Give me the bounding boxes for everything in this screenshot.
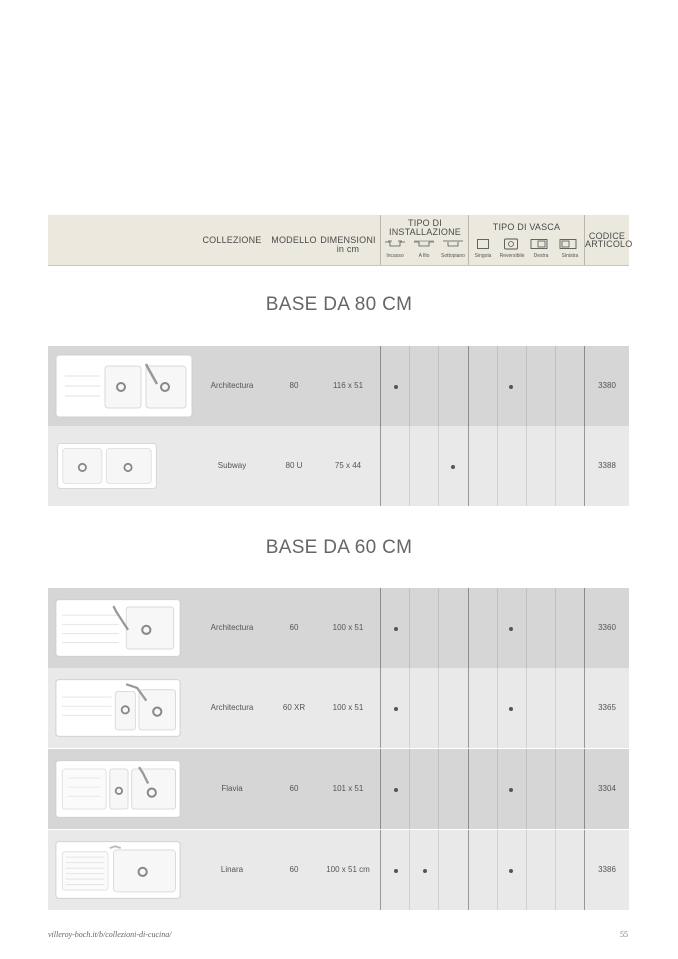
table-row <box>48 830 629 910</box>
table-header <box>48 215 633 266</box>
header-dimensioni-unit: in cm <box>336 244 360 254</box>
header-tipo-installazione: TIPO DI <box>408 218 442 228</box>
install-label: A filo <box>418 253 430 259</box>
double-bowl-drainer-sink-image <box>55 354 193 418</box>
availability-dot <box>451 465 455 469</box>
column-divider <box>497 830 498 910</box>
table-row <box>48 668 629 748</box>
column-divider <box>409 830 410 910</box>
cell-dimensioni: 101 x 51 <box>332 784 364 793</box>
header-articolo: ARTICOLO <box>585 239 633 249</box>
cell-codice: 3380 <box>598 381 616 390</box>
flush-mount-icon <box>413 239 435 249</box>
cell-codice: 3304 <box>598 784 616 793</box>
column-divider <box>380 830 381 910</box>
availability-dot <box>509 869 513 873</box>
header-tipo-installazione-2: INSTALLAZIONE <box>389 227 461 237</box>
cell-modello: 60 <box>289 865 299 874</box>
availability-dot <box>509 385 513 389</box>
header-codice: CODICE <box>588 231 626 241</box>
single-bowl-drainer-sink-image <box>55 838 181 902</box>
column-divider <box>409 426 410 506</box>
availability-dot <box>394 707 398 711</box>
cell-collezione: Linara <box>220 865 244 874</box>
column-divider <box>438 668 439 748</box>
cell-modello: 60 XR <box>282 703 306 712</box>
table-row <box>48 426 629 506</box>
cell-collezione: Architectura <box>210 703 254 712</box>
column-divider <box>409 749 410 829</box>
availability-dot <box>509 788 513 792</box>
cell-codice: 3360 <box>598 623 616 632</box>
column-divider <box>526 749 527 829</box>
column-divider <box>409 346 410 426</box>
column-divider <box>526 830 527 910</box>
cell-collezione: Architectura <box>210 623 254 632</box>
availability-dot <box>423 869 427 873</box>
vasca-label: Sinistra <box>561 253 579 259</box>
section-title: BASE DA 80 CM <box>265 294 413 315</box>
column-divider <box>526 346 527 426</box>
cell-codice: 3386 <box>598 865 616 874</box>
left-bowl-icon <box>559 238 577 250</box>
availability-dot <box>394 869 398 873</box>
header-dimensioni: DIMENSIONI <box>320 235 376 245</box>
cell-modello: 60 <box>289 623 299 632</box>
availability-dot <box>394 627 398 631</box>
cell-collezione: Architectura <box>210 381 254 390</box>
cell-modello: 80 U <box>285 461 303 470</box>
reversible-icon <box>503 237 519 251</box>
column-divider <box>468 749 469 829</box>
section-title: BASE DA 60 CM <box>265 537 413 558</box>
install-label: Sottopiano <box>441 253 465 259</box>
column-divider <box>438 426 439 506</box>
column-divider <box>409 588 410 668</box>
column-divider <box>438 588 439 668</box>
bowl-and-half-drainer-sink-image <box>55 676 181 740</box>
column-divider <box>555 346 556 426</box>
table-row <box>48 588 629 668</box>
column-divider <box>555 588 556 668</box>
column-divider <box>468 588 469 668</box>
column-divider <box>409 668 410 748</box>
column-divider <box>497 426 498 506</box>
column-divider <box>468 346 469 426</box>
cell-collezione: Flavia <box>221 784 243 793</box>
cell-dimensioni: 116 x 51 <box>332 381 364 390</box>
column-divider <box>497 588 498 668</box>
footer-url[interactable]: villeroy-boch.it/b/collezioni-di-cucina/ <box>48 930 172 939</box>
column-divider <box>380 588 381 668</box>
cell-dimensioni: 75 x 44 <box>334 461 362 470</box>
column-divider <box>555 668 556 748</box>
column-divider <box>497 346 498 426</box>
column-divider <box>380 749 381 829</box>
cell-collezione: Subway <box>217 461 247 470</box>
column-divider <box>497 668 498 748</box>
cell-dimensioni: 100 x 51 cm <box>326 865 370 874</box>
header-tipo-vasca: TIPO DI VASCA <box>492 222 561 232</box>
table-row <box>48 346 629 426</box>
vasca-label: Singola <box>474 253 492 259</box>
header-modello: MODELLO <box>271 235 317 245</box>
single-bowl-icon <box>476 238 490 250</box>
column-divider <box>497 749 498 829</box>
cell-codice: 3388 <box>598 461 616 470</box>
availability-dot <box>394 788 398 792</box>
cell-codice: 3365 <box>598 703 616 712</box>
column-divider <box>526 426 527 506</box>
column-divider <box>555 749 556 829</box>
double-bowl-sink-image <box>57 434 157 498</box>
vasca-label: Destra <box>533 253 549 259</box>
cell-dimensioni: 100 x 51 <box>332 703 364 712</box>
column-divider <box>468 830 469 910</box>
column-divider <box>555 830 556 910</box>
single-bowl-drainer-sink-image <box>55 596 181 660</box>
column-divider <box>438 346 439 426</box>
inset-mount-icon <box>384 239 406 249</box>
column-divider <box>555 426 556 506</box>
column-divider <box>438 749 439 829</box>
availability-dot <box>394 385 398 389</box>
page-number: 55 <box>620 930 628 939</box>
cell-dimensioni: 100 x 51 <box>332 623 364 632</box>
header-collezione: COLLEZIONE <box>202 235 262 245</box>
column-divider <box>380 346 381 426</box>
column-divider <box>438 830 439 910</box>
column-divider <box>468 668 469 748</box>
column-divider <box>380 426 381 506</box>
availability-dot <box>509 707 513 711</box>
bowl-and-half-drainer-sink-image <box>55 757 181 821</box>
column-divider <box>526 668 527 748</box>
column-divider <box>526 588 527 668</box>
column-divider <box>380 668 381 748</box>
cell-modello: 80 <box>289 381 299 390</box>
table-row <box>48 749 629 829</box>
install-label: Incasso <box>386 253 404 259</box>
right-bowl-icon <box>530 238 548 250</box>
cell-modello: 60 <box>289 784 299 793</box>
column-divider <box>468 426 469 506</box>
vasca-label: Reversibile <box>499 253 525 259</box>
availability-dot <box>509 627 513 631</box>
undermount-icon <box>442 239 464 249</box>
